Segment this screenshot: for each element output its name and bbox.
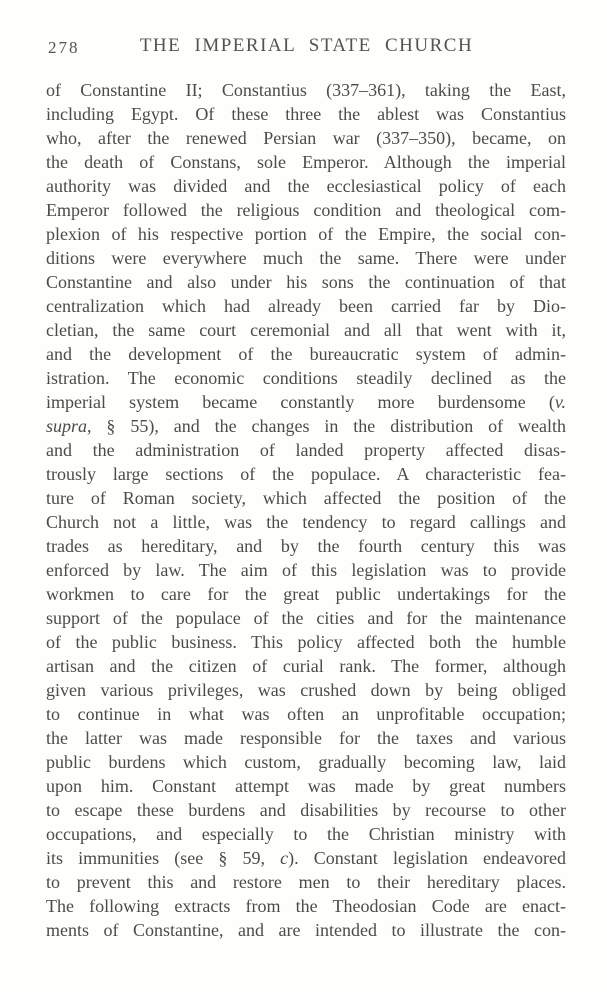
text-line: including Egypt. Of these three the ablest was Constantius [46,104,566,124]
text-line: occupations, and especially to the Christian ministry with [46,824,566,844]
text-line: Constantine and also under his sons the continuation of that [46,272,566,292]
text-line: plexion of his respective portion of the Empire, the social con- [46,224,566,244]
text-line: centralization which had already been carried far by Dio- [46,296,566,316]
text-line: and the development of the bureaucratic system of admin- [46,344,566,364]
text-line: Emperor followed the religious condition and theological com- [46,200,566,220]
text-line: ments of Constantine, and are intended to illustrate the con- [46,920,566,940]
running-header [46,35,567,59]
text-line: to prevent this and restore men to their hereditary places. [46,872,566,892]
page-number: 278 [48,38,80,57]
text-line: support of the populace of the cities and for the maintenance [46,608,566,628]
text-line: Church not a little, was the tendency to regard callings and [46,512,566,532]
text-line: of Constantine II; Constantius (337–361), taking the East, [46,80,566,100]
text-line: of the public business. This policy affected both the humble [46,632,566,652]
text-line: The following extracts from the Theodosian Code are enact- [46,896,566,916]
text-line: public burdens which custom, gradually becoming law, laid [46,752,566,772]
text-line: istration. The economic conditions steadily declined as the [46,368,566,388]
text-line: to continue in what was often an unprofitable occupation; [46,704,566,724]
text-line: authority was divided and the ecclesiastical policy of each [46,176,566,196]
text-line: supra, § 55), and the changes in the distribution of wealth [46,416,566,436]
text-line: artisan and the citizen of curial rank. The former, although [46,656,566,676]
text-line: imperial system became constantly more burdensome (v. [46,392,566,412]
text-line: trously large sections of the populace. A characteristic fea- [46,464,566,484]
text-line: the death of Constans, sole Emperor. Although the imperial [46,152,566,172]
text-line: workmen to care for the great public undertakings for the [46,584,566,604]
text-line: ture of Roman society, which affected the position of the [46,488,566,508]
text-line: cletian, the same court ceremonial and all that went with it, [46,320,566,340]
text-line: ditions were everywhere much the same. There were under [46,248,566,268]
text-line: who, after the renewed Persian war (337–350), became, on [46,128,566,148]
text-line: and the administration of landed property affected disas- [46,440,566,460]
text-line: enforced by law. The aim of this legislation was to provide [46,560,566,580]
body-text-column [46,78,566,942]
text-line: the latter was made responsible for the taxes and various [46,728,566,748]
text-line: to escape these burdens and disabilities by recourse to other [46,800,566,820]
text-line: upon him. Constant attempt was made by great numbers [46,776,566,796]
text-line: trades as hereditary, and by the fourth century this was [46,536,566,556]
running-header-title: THE IMPERIAL STATE CHURCH [139,35,474,56]
text-line: its immunities (see § 59, c). Constant legislation endeavored [46,848,567,868]
text-line: given various privileges, was crushed down by being obliged [46,680,566,700]
